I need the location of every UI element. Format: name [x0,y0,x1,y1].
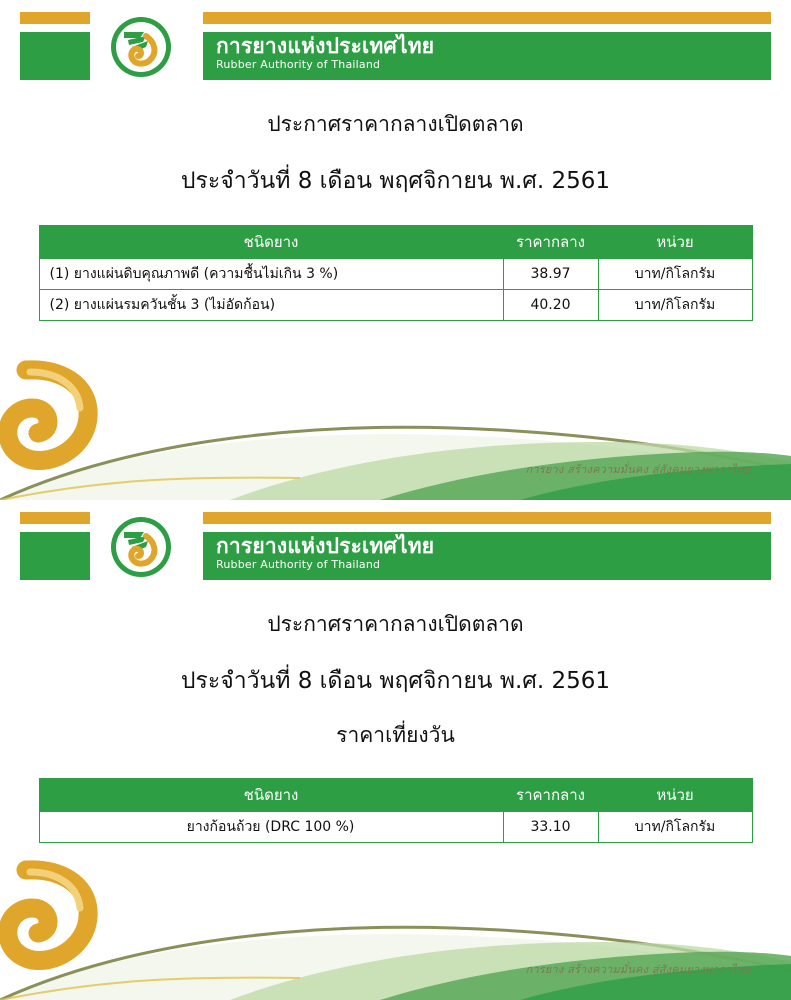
org-name-en: Rubber Authority of Thailand [216,58,381,71]
header-gold-bar-right [203,12,771,24]
header-gold-bar-right [203,512,771,524]
column-header-unit: หน่วย [598,779,752,812]
rubber-authority-logo-icon [108,514,174,580]
cell-price: 33.10 [503,812,598,843]
header-gold-bar-left [20,512,90,524]
page-title: ประกาศราคากลางเปิดตลาด [267,612,524,636]
cell-type: (2) ยางแผ่นรมควันชั้น 3 (ไม่อัดก้อน) [39,290,503,321]
footer-decoration-1 [0,350,791,500]
table-header-row [39,779,752,812]
page-subtitle-secondary: ราคาเที่ยงวัน [336,723,455,747]
table-row [39,290,752,321]
footer-slogan: การยาง สร้างความมั่นคง สู่สังคมยางพาราไทย [525,963,751,976]
column-header-type: ชนิดยาง [39,779,503,812]
page-header-2 [20,512,771,580]
header-green-bar-left [20,532,90,580]
table-row [39,812,752,843]
org-name-th: การยางแห่งประเทศไทย [216,534,435,558]
column-header-unit: หน่วย [598,226,752,259]
page-subtitle: ประจำวันที่ 8 เดือน พฤศจิกายน พ.ศ. 2561 [180,668,611,694]
price-table-2 [39,778,753,843]
cell-unit: บาท/กิโลกรัม [598,812,752,843]
footer-slogan: การยาง สร้างความมั่นคง สู่สังคมยางพาราไทย [525,463,751,476]
cell-type: ยางก้อนถ้วย (DRC 100 %) [39,812,503,843]
cell-unit: บาท/กิโลกรัม [598,290,752,321]
announcement-page-2 [0,500,791,1000]
price-table-1 [39,225,753,321]
header-gold-bar-left [20,12,90,24]
column-header-price: ราคากลาง [503,226,598,259]
cell-price: 38.97 [503,259,598,290]
rubber-authority-logo-icon [108,14,174,80]
cell-type: (1) ยางแผ่นดิบคุณภาพดี (ความชื้นไม่เกิน 3 %) [39,259,503,290]
header-titles [216,34,434,71]
column-header-price: ราคากลาง [503,779,598,812]
page-header-1 [20,12,771,80]
table-row [39,259,752,290]
footer-decoration-2 [0,850,791,1000]
page-subtitle: ประจำวันที่ 8 เดือน พฤศจิกายน พ.ศ. 2561 [180,168,611,194]
header-green-bar-left [20,32,90,80]
cell-price: 40.20 [503,290,598,321]
cell-unit: บาท/กิโลกรัม [598,259,752,290]
column-header-type: ชนิดยาง [39,226,503,259]
org-name-th: การยางแห่งประเทศไทย [216,34,435,58]
table-header-row [39,226,752,259]
header-titles [216,534,434,571]
org-name-en: Rubber Authority of Thailand [216,558,381,571]
page-title: ประกาศราคากลางเปิดตลาด [267,112,524,136]
